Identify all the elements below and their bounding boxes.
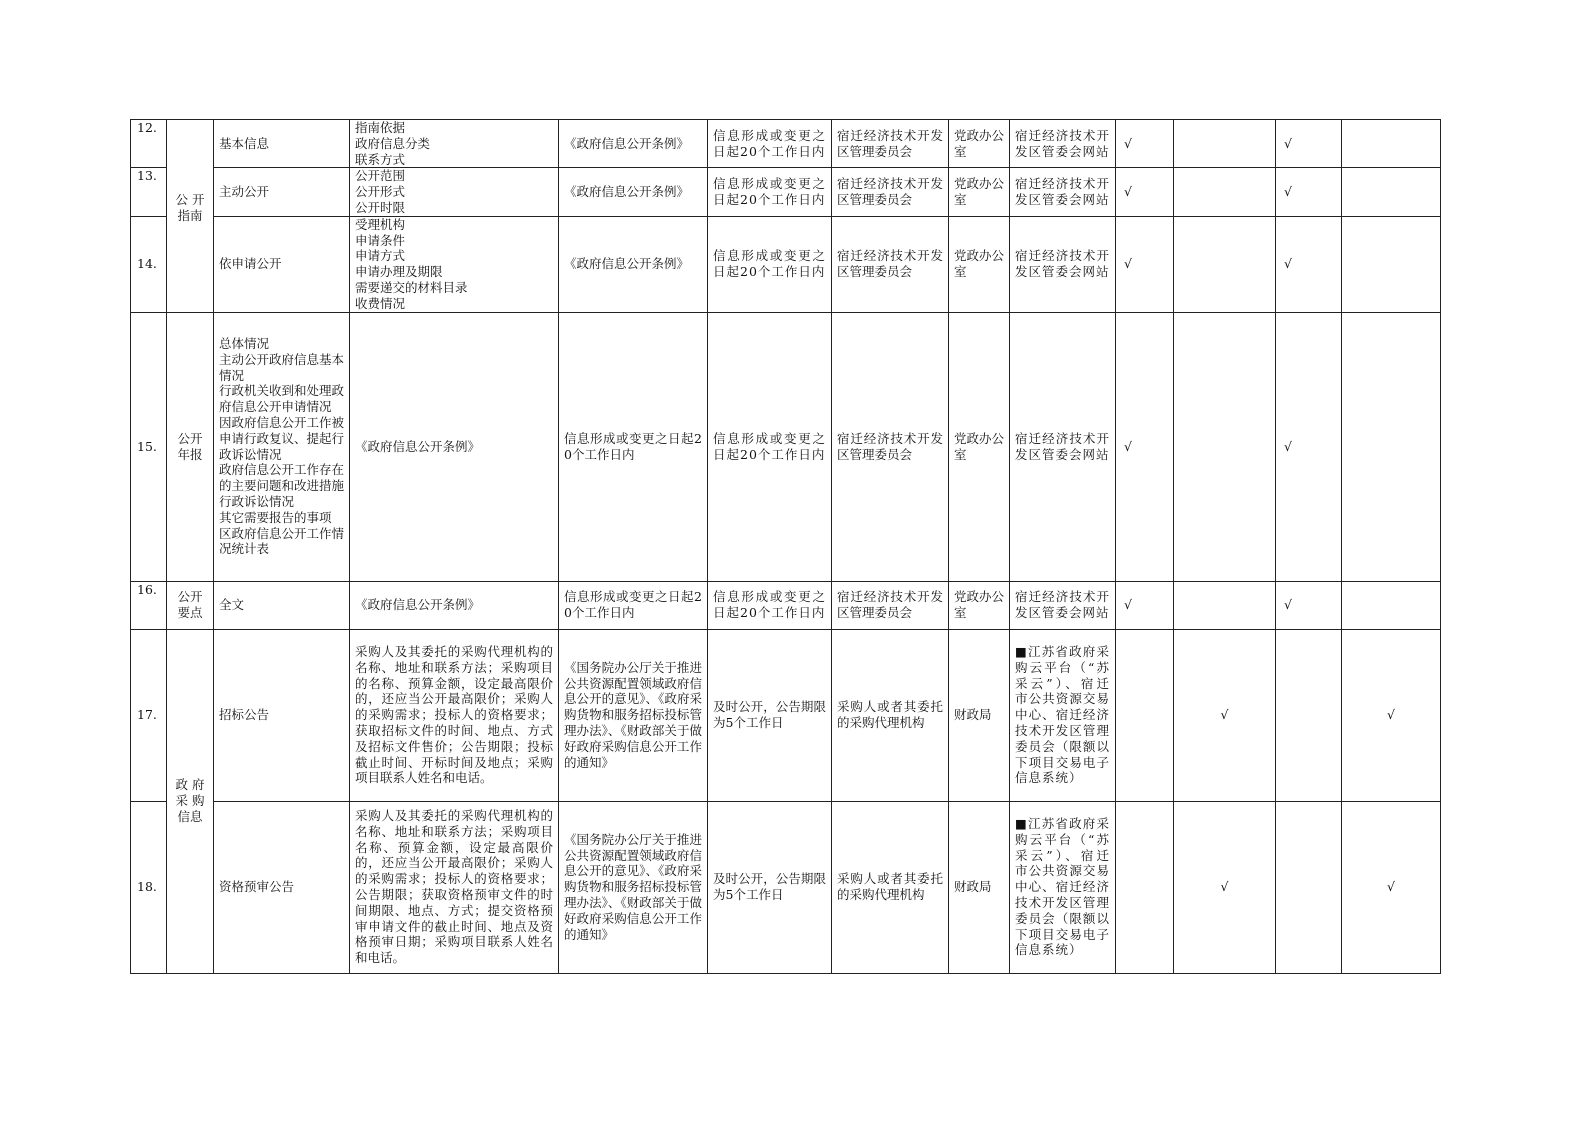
content-cell: 《政府信息公开条例》 — [350, 312, 559, 581]
item-cell: 主动公开 — [214, 168, 350, 216]
row-number: 14. — [131, 216, 167, 312]
row-number: 17. — [131, 629, 167, 801]
dept-cell: 党政办公室 — [949, 168, 1010, 216]
check-cell — [1342, 168, 1441, 216]
check-cell — [1342, 312, 1441, 581]
channel-cell: ■江苏省政府采购云平台（“苏采云”）、宿迁市公共资源交易中心、宿迁经济技术开发区管理委员会（限额以下项目交易电子信息系统） — [1010, 629, 1116, 801]
dept-cell: 财政局 — [949, 629, 1010, 801]
check-cell — [1116, 801, 1174, 973]
table-row — [131, 168, 1441, 216]
content-cell: 采购人及其委托的采购代理机构的名称、地址和联系方法；采购项目的名称、预算金额，设定最高限价的，还应当公开最高限价；采购人的采购需求；投标人的资格要求；获取招标文件的时间、地点、方式及招标文件售价；公告期限；投标截止时间、开标时间及地点；采购项目联系人姓名和电话。 — [350, 629, 559, 801]
basis-cell: 《政府信息公开条例》 — [559, 120, 708, 168]
check-cell: √ — [1116, 581, 1174, 629]
check-cell: √ — [1116, 312, 1174, 581]
check-cell — [1276, 629, 1342, 801]
check-cell — [1342, 581, 1441, 629]
check-cell — [1342, 120, 1441, 168]
dept-cell: 党政办公室 — [949, 312, 1010, 581]
item-cell: 资格预审公告 — [214, 801, 350, 973]
check-cell — [1174, 216, 1276, 312]
row-number: 13. — [131, 168, 167, 216]
check-cell: √ — [1174, 801, 1276, 973]
row-number: 16. — [131, 581, 167, 629]
channel-cell: 宿迁经济技术开发区管委会网站 — [1010, 168, 1116, 216]
table-row — [131, 312, 1441, 581]
row-number: 15. — [131, 312, 167, 581]
basis-cell: 《政府信息公开条例》 — [559, 216, 708, 312]
table-row — [131, 629, 1441, 801]
subject-cell: 采购人或者其委托的采购代理机构 — [832, 629, 949, 801]
check-cell: √ — [1342, 801, 1441, 973]
channel-cell: 宿迁经济技术开发区管委会网站 — [1010, 312, 1116, 581]
basis-cell: 信息形成或变更之日起20个工作日内 — [559, 581, 708, 629]
dept-cell: 党政办公室 — [949, 581, 1010, 629]
content-cell: 采购人及其委托的采购代理机构的名称、地址和联系方法；采购项目名称、预算金额，设定最高限价的，还应当公开最高限价；采购人的采购需求；投标人的资格要求；公告期限；获取资格预审文件的时间期限、地点、方式；提交资格预审申请文件的截止时间、地点及资格预审日期；采购项目联系人姓名和电话。 — [350, 801, 559, 973]
content-cell: 《政府信息公开条例》 — [350, 581, 559, 629]
disclosure-table — [130, 119, 1441, 974]
subject-cell: 宿迁经济技术开发区管理委员会 — [832, 581, 949, 629]
check-cell: √ — [1342, 629, 1441, 801]
channel-cell: 宿迁经济技术开发区管委会网站 — [1010, 581, 1116, 629]
dept-cell: 党政办公室 — [949, 120, 1010, 168]
check-cell: √ — [1276, 120, 1342, 168]
table-row — [131, 801, 1441, 973]
item-cell: 全文 — [214, 581, 350, 629]
check-cell — [1276, 801, 1342, 973]
category-cell: 公开 要点 — [167, 581, 214, 629]
subject-cell: 宿迁经济技术开发区管理委员会 — [832, 168, 949, 216]
time-cell: 及时公开，公告期限为5个工作日 — [708, 629, 832, 801]
basis-cell: 《国务院办公厅关于推进公共资源配置领域政府信息公开的意见》、《政府采购货物和服务招标投标管理办法》、《财政部关于做好政府采购信息公开工作的通知》 — [559, 629, 708, 801]
row-number: 18. — [131, 801, 167, 973]
check-cell — [1174, 581, 1276, 629]
dept-cell: 党政办公室 — [949, 216, 1010, 312]
check-cell: √ — [1116, 168, 1174, 216]
check-cell — [1116, 629, 1174, 801]
time-cell: 信息形成或变更之日起20个工作日内 — [708, 312, 832, 581]
check-cell — [1342, 216, 1441, 312]
category-cell: 政 府 采 购 信息 — [167, 629, 214, 973]
category-cell: 公 开 指南 — [167, 120, 214, 313]
check-cell — [1174, 120, 1276, 168]
subject-cell: 宿迁经济技术开发区管理委员会 — [832, 216, 949, 312]
basis-cell: 《国务院办公厅关于推进公共资源配置领域政府信息公开的意见》、《政府采购货物和服务招标投标管理办法》、《财政部关于做好政府采购信息公开工作的通知》 — [559, 801, 708, 973]
item-cell: 招标公告 — [214, 629, 350, 801]
channel-cell: 宿迁经济技术开发区管委会网站 — [1010, 216, 1116, 312]
channel-cell: 宿迁经济技术开发区管委会网站 — [1010, 120, 1116, 168]
table-row — [131, 216, 1441, 312]
check-cell: √ — [1116, 120, 1174, 168]
content-cell: 公开范围 公开形式 公开时限 — [350, 168, 559, 216]
subject-cell: 宿迁经济技术开发区管理委员会 — [832, 120, 949, 168]
check-cell: √ — [1276, 312, 1342, 581]
subject-cell: 采购人或者其委托的采购代理机构 — [832, 801, 949, 973]
time-cell: 及时公开，公告期限为5个工作日 — [708, 801, 832, 973]
time-cell: 信息形成或变更之日起20个工作日内 — [708, 581, 832, 629]
item-cell: 总体情况 主动公开政府信息基本情况 行政机关收到和处理政府信息公开申请情况 因政府信息公开工作被申请行政复议、提起行政诉讼情况 政府信息公开工作存在的主要问题和改进措施 行政诉讼情况 其它需要报告的事项 区政府信息公开工作情况统计表 — [214, 312, 350, 581]
dept-cell: 财政局 — [949, 801, 1010, 973]
row-number: 12. — [131, 120, 167, 168]
table-row — [131, 581, 1441, 629]
content-cell: 受理机构 申请条件 申请方式 申请办理及期限 需要递交的材料目录 收费情况 — [350, 216, 559, 312]
subject-cell: 宿迁经济技术开发区管理委员会 — [832, 312, 949, 581]
check-cell: √ — [1276, 581, 1342, 629]
channel-cell: ■江苏省政府采购云平台（“苏采云”）、宿迁市公共资源交易中心、宿迁经济技术开发区管理委员会（限额以下项目交易电子信息系统） — [1010, 801, 1116, 973]
item-cell: 依申请公开 — [214, 216, 350, 312]
table-row — [131, 120, 1441, 168]
check-cell: √ — [1116, 216, 1174, 312]
time-cell: 信息形成或变更之日起20个工作日内 — [708, 216, 832, 312]
time-cell: 信息形成或变更之日起20个工作日内 — [708, 168, 832, 216]
category-cell: 公开 年报 — [167, 312, 214, 581]
item-cell: 基本信息 — [214, 120, 350, 168]
content-cell: 指南依据 政府信息分类 联系方式 — [350, 120, 559, 168]
basis-cell: 信息形成或变更之日起20个工作日内 — [559, 312, 708, 581]
check-cell: √ — [1276, 216, 1342, 312]
check-cell — [1174, 168, 1276, 216]
check-cell — [1174, 312, 1276, 581]
check-cell: √ — [1174, 629, 1276, 801]
time-cell: 信息形成或变更之日起20个工作日内 — [708, 120, 832, 168]
basis-cell: 《政府信息公开条例》 — [559, 168, 708, 216]
check-cell: √ — [1276, 168, 1342, 216]
